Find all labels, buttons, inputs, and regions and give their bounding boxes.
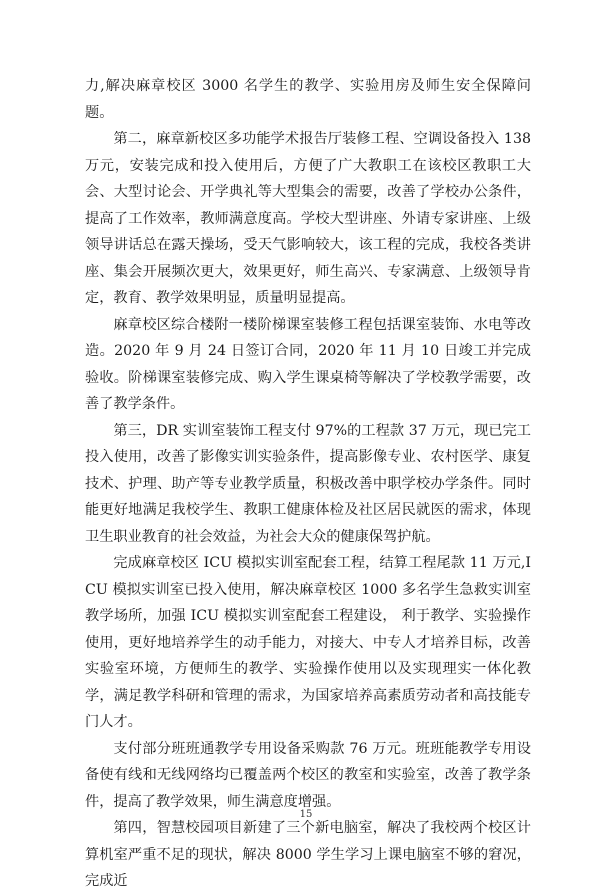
- paragraph-lecture-hall: 麻章校区综合楼附一楼阶梯课室装修工程包括课室装饰、水电等改造。2020 年 9 月 24 日签订合同，2020 年 11 月 10 日竣工并完成验收。阶梯课室装修完成、购入学生课桌椅等解决了学校教学需要，改善了教学条件。: [85, 316, 531, 412]
- paragraph-icu-lab: 完成麻章校区 ICU 模拟实训室配套工程，结算工程尾款 11 万元,ICU 模拟实训室已投入使用，解决麻章校区 1000 多名学生急救实训室教学场所，加强 ICU 模拟实训室配套工程建设， 利于教学、实验操作使用，更好地培养学生的动手能力，对接大、中专人才培养目标，改善实验室环境，方便师生的教学、实验操作使用以及实现理实一体化教学，满足教学科研和管理的需求，为国家培养高素质劳动者和高技能专门人才。: [85, 555, 531, 730]
- page-body: [85, 73, 531, 895]
- paragraph-classroom-equipment: 支付部分班班通教学专用设备采购款 76 万元。班班能教学专用设备使有线和无线网络均已覆盖两个校区的教室和实验室，改善了教学条件，提高了教学效果，师生满意度增强。: [85, 740, 531, 810]
- paragraph-second-item: 第二，麻章新校区多功能学术报告厅装修工程、空调设备投入 138 万元，安装完成和投入使用后，方便了广大教职工在该校区教职工大会、大型讨论会、开学典礼等大型集会的需要，改善了学校办公条件，提高了工作效率，教师满意度高。学校大型讲座、外请专家讲座、上级领导讲话总在露天操场，受天气影响较大，该工程的完成，我校各类讲座、集会开展频次更大，效果更好，师生高兴、专家满意、上级领导肯定，教育、教学效果明显，质量明显提高。: [85, 131, 531, 306]
- page-number: 15: [299, 809, 313, 820]
- paragraph-continuation: 力,解决麻章校区 3000 名学生的教学、实验用房及师生安全保障问题。: [85, 78, 531, 121]
- paragraph-fourth-item: 第四，智慧校园项目新建了三个新电脑室，解决了我校两个校区计算机室严重不足的现状，解决 8000 学生学习上课电脑室不够的窘况，完成近: [85, 820, 531, 889]
- paragraph-third-item: 第三，DR 实训室装饰工程支付 97%的工程款 37 万元，现已完工投入使用，改善了影像实训实验条件，提高影像专业、农村医学、康复技术、护理、助产等专业教学质量，积极改善中职学校办学条件。同时能更好地满足我校学生、教职工健康体检及社区居民就医的需求，体现卫生职业教育的社会效益，为社会大众的健康保驾护航。: [85, 422, 531, 545]
